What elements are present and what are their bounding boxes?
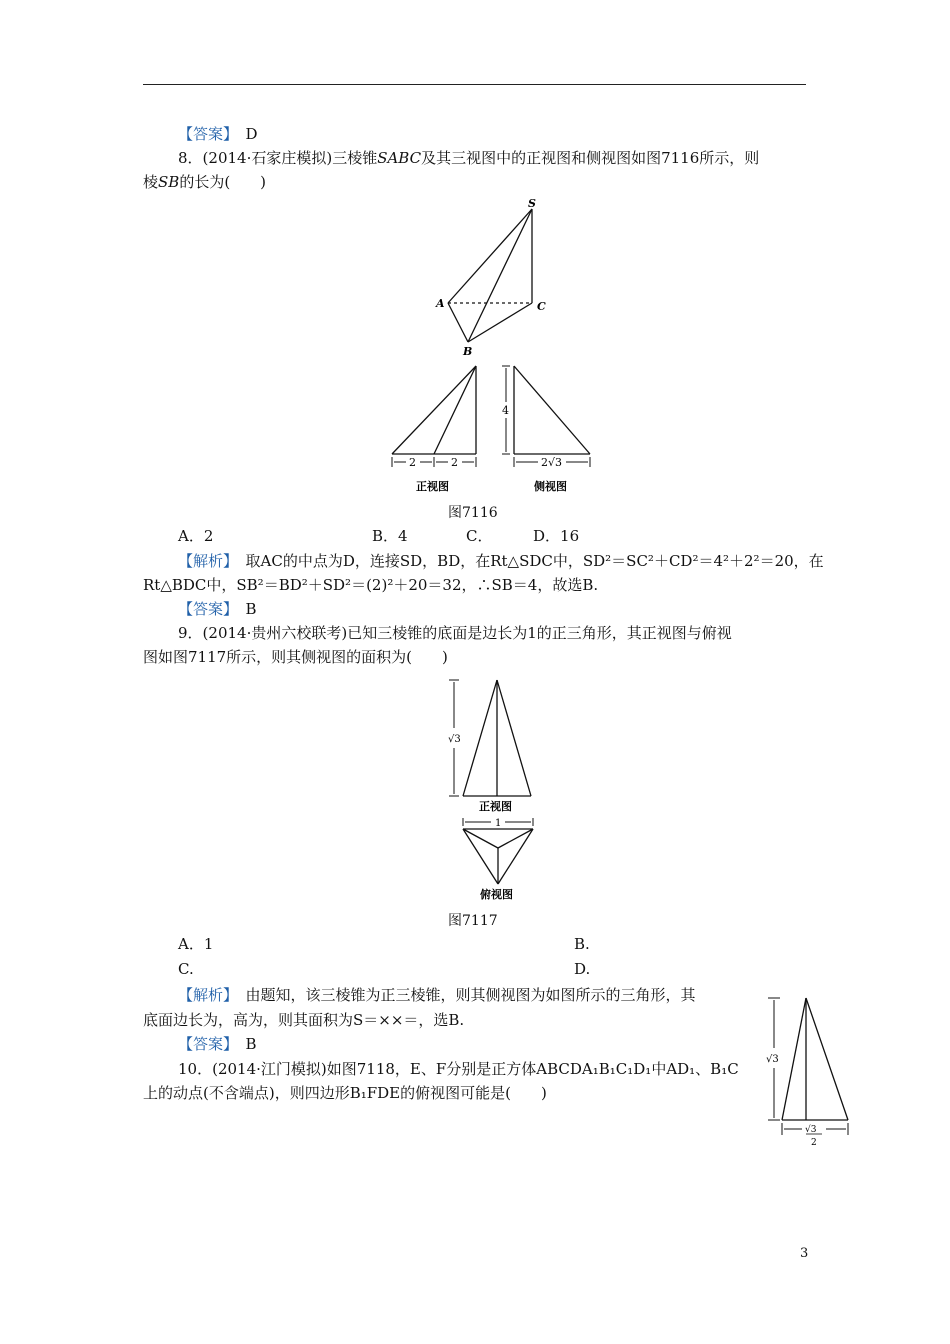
q8-front-view (388, 362, 484, 497)
side-height-label: 4 (502, 404, 509, 417)
q10-stem-line-1: 10．(2014·江门模拟)如图7118，E、F分别是正方体ABCDA₁B₁C₁D₁中AD₁、B₁C (178, 1060, 739, 1078)
front-view-caption: 正视图 (416, 480, 449, 493)
q8-option-c: C． (466, 527, 493, 545)
header-rule (143, 84, 806, 85)
label-b: B (463, 345, 473, 358)
edge-sa (448, 209, 532, 303)
q9-front-caption: 正视图 (479, 800, 512, 813)
q8-option-d: D．16 (533, 527, 580, 545)
label-c: C (537, 300, 546, 313)
q10-stem-line-2: 上的动点(不含端点)，则四边形B₁FDE的俯视图可能是( ) (143, 1084, 547, 1102)
q9-stem-line-1: 9．(2014·贵州六校联考)已知三棱锥的底面是边长为1的正三角形，其正视图与俯视 (178, 624, 732, 642)
q9-side-view-figure (760, 990, 855, 1152)
label-s: S (528, 197, 536, 210)
answer-tag: 【答案】 (178, 600, 231, 618)
q8-analysis-line-1 (178, 551, 824, 571)
q9-option-c: C. (178, 960, 194, 978)
analysis-tag: 【解析】 (178, 986, 231, 1004)
q9-side-width-num: √3 (805, 1125, 817, 1135)
q8-option-a: A．2 (178, 527, 214, 545)
q9-answer-line (178, 1034, 257, 1054)
front-dim-right: 2 (451, 456, 458, 469)
answer-value: B (245, 600, 257, 618)
q8-stem-sb: SB (158, 173, 180, 191)
q7-answer-line (178, 124, 258, 144)
q9-front-view (445, 674, 535, 814)
q8-stem-part: 及其三视图中的正视图和侧视图如图7116所示，则 (421, 149, 760, 167)
q9-analysis-line-1 (178, 985, 696, 1005)
q9-side-width-den: 2 (811, 1138, 817, 1148)
q8-answer-line (178, 599, 257, 619)
q8-stem-part: 棱 (143, 173, 159, 191)
q9-figure-caption: 图7117 (448, 913, 498, 929)
answer-value: D (245, 125, 258, 143)
page-number: 3 (800, 1246, 809, 1261)
q8-analysis-line-2: Rt△BDC中，SB²＝BD²＋SD²＝(2)²＋20＝32，∴SB＝4，故选B. (143, 576, 599, 594)
analysis-text: 由题知，该三棱锥为正三棱锥，则其侧视图为如图所示的三角形，其 (245, 986, 696, 1004)
answer-tag: 【答案】 (178, 1035, 231, 1053)
label-a: A (436, 297, 445, 310)
q8-stem-part: 8．(2014·石家庄模拟)三棱锥 (178, 149, 378, 167)
q9-option-b: B. (574, 935, 590, 953)
q9-top-width: 1 (495, 818, 502, 829)
q9-front-height: √3 (448, 734, 461, 745)
q8-pyramid-figure (420, 195, 560, 360)
side-dim-label: 2√3 (541, 456, 563, 469)
q8-stem-line-1 (178, 148, 759, 168)
q9-top-caption: 俯视图 (480, 888, 513, 901)
q8-figure-caption: 图7116 (448, 505, 498, 521)
analysis-tag: 【解析】 (178, 552, 231, 570)
q8-side-view (498, 362, 594, 497)
q9-option-a: A．1 (178, 935, 214, 953)
q8-stem-line-2 (143, 172, 266, 192)
answer-tag: 【答案】 (178, 125, 231, 143)
q9-top-view (455, 814, 545, 904)
front-dim-left: 2 (409, 456, 416, 469)
q9-stem-line-2: 图如图7117所示，则其侧视图的面积为( ) (143, 648, 448, 666)
side-view-caption: 侧视图 (534, 480, 567, 493)
q8-stem-name: SABC (377, 149, 422, 167)
q8-option-b: B．4 (372, 527, 408, 545)
answer-value: B (245, 1035, 257, 1053)
q9-side-height: √3 (766, 1054, 779, 1065)
q9-option-d: D. (574, 960, 591, 978)
q8-stem-part: 的长为( ) (179, 173, 267, 191)
q9-analysis-line-2: 底面边长为，高为，则其面积为S＝××＝，选B. (143, 1011, 465, 1029)
analysis-text: 取AC的中点为D，连接SD，BD，在Rt△SDC中，SD²＝SC²＋CD²＝4²＋2²＝20，在 (245, 552, 824, 570)
edge-ab (448, 303, 468, 342)
